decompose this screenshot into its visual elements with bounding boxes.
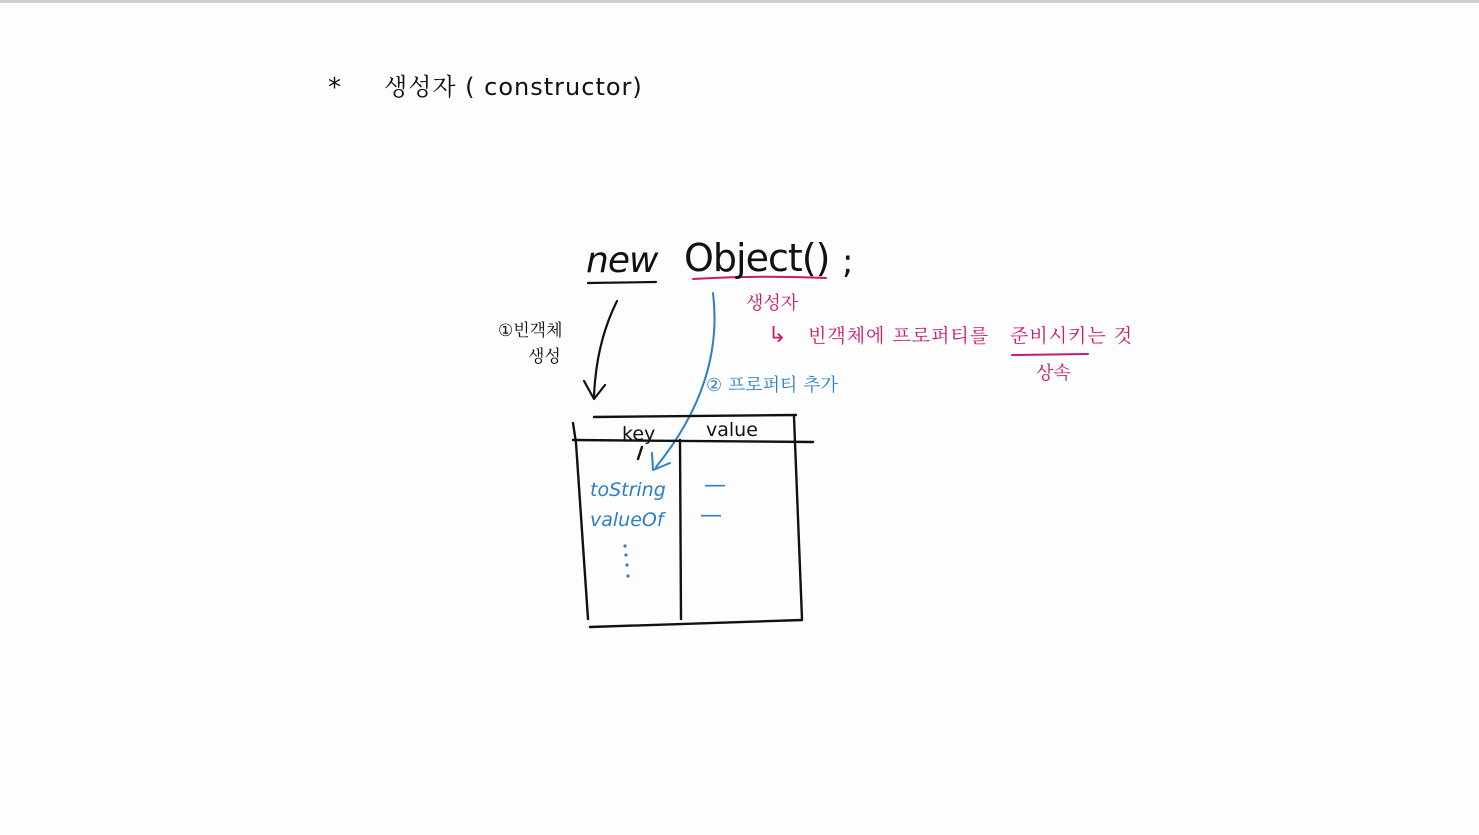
step2-label: ② 프로퍼티 추가 [706,375,838,396]
constructor-desc-part2: 준비시키는 것 [1010,325,1134,347]
create-arrow [594,301,617,397]
step1-label-line2: 생성 [528,347,561,367]
constructor-desc-part1: 빈객체에 프로퍼티를 [808,325,990,347]
table-row-value: — [704,473,726,498]
table-header-value: value [706,419,758,441]
bullet-star: * [328,73,341,103]
code-object-call: Object() [684,236,830,280]
code-new-keyword: new [586,240,658,281]
table-row-key: valueOf [590,509,664,531]
prepare-underline [1012,354,1088,355]
table-row-key: toString [590,479,666,501]
table-row-value: — [700,503,722,528]
constructor-label: 생성자 [746,293,799,314]
code-semicolon: ; [842,242,854,282]
inheritance-label: 상속 [1036,363,1071,384]
page-title: 생성자 ( constructor) [384,73,643,101]
new-underline [588,282,656,283]
table-header-key: key [622,423,656,445]
return-arrow-icon: ↳ [768,323,787,348]
more-rows-dots [623,544,629,577]
step1-label-line1: ①빈객체 [498,321,563,341]
